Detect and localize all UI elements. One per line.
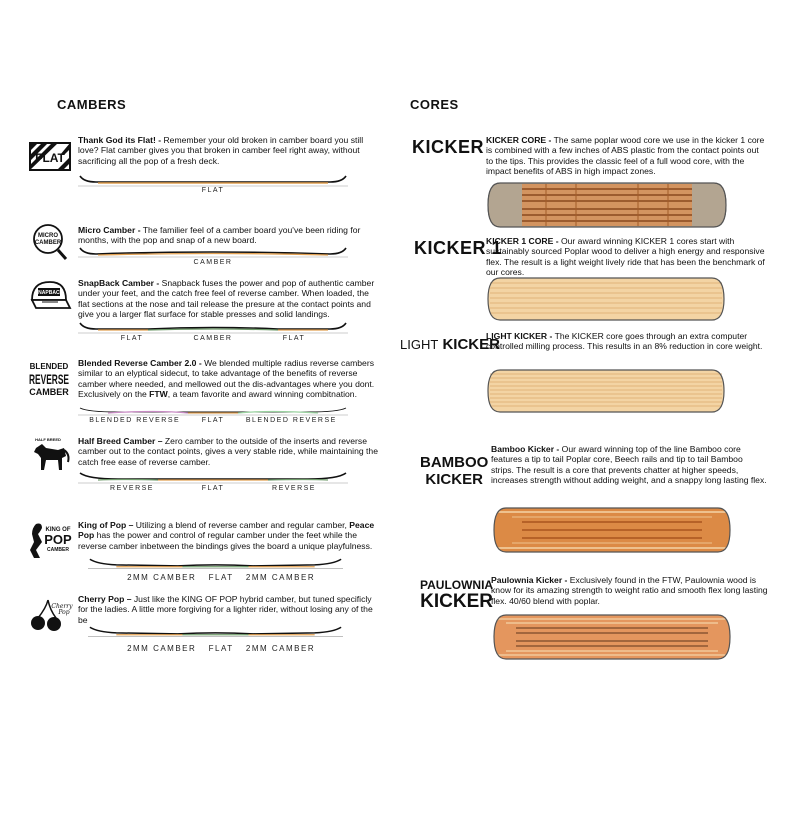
core-description: Paulownia Kicker - Exclusively found in the FTW, Paulownia wood is know for its amazing strength to weight ratio and smooth flex long lasting flex. 40/60 blend with poplar. xyxy=(491,575,768,606)
half-breed-horse-icon xyxy=(28,436,74,476)
camber-description: Thank God its Flat! - Remember your old broken in camber board you still love? Flat camber gives you that broken in camber feel right away, without sacrificing all the pop of a fresh deck. xyxy=(78,135,364,166)
camber-label: FLAT xyxy=(201,485,225,492)
svg-text:HALF BREED: HALF BREED xyxy=(35,437,61,442)
bamboo-kicker-core-board xyxy=(492,506,732,554)
cherry-pop-icon xyxy=(28,596,74,636)
light-kicker-core-board xyxy=(486,368,726,414)
camber-label: FLAT xyxy=(120,335,144,342)
svg-text:FLAT: FLAT xyxy=(35,151,65,165)
camber-label: 2MM CAMBER xyxy=(245,644,316,653)
svg-text:CAMBER: CAMBER xyxy=(34,240,62,246)
core-description: LIGHT KICKER - The KICKER core goes through an extra computer controlled milling process. This results in an 8% reduction in core weight. xyxy=(486,331,763,352)
kicker-core-board xyxy=(486,181,728,229)
camber-description: Cherry Pop – Just like the KING OF POP hybrid camber, but tuned specificly for the ladies. A little more forgiving for a lighter rider, without losing any of the be xyxy=(78,594,373,625)
camber-label: FLAT xyxy=(208,573,234,582)
core-name: LIGHT KICKER xyxy=(400,336,500,353)
king-of-pop-dancer-icon xyxy=(28,520,74,564)
camber-label: 2MM CAMBER xyxy=(127,644,197,653)
camber-micro xyxy=(28,222,380,272)
core-paulownia xyxy=(400,575,780,665)
camber-label: CAMBER xyxy=(193,335,233,342)
camber-label: FLAT xyxy=(201,187,225,194)
flat-camber-profile xyxy=(78,173,348,187)
micro-camber-stamp-icon xyxy=(28,222,74,262)
camber-label: CAMBER xyxy=(193,259,233,266)
paulownia-kicker-core-board xyxy=(492,613,732,661)
camber-label: FLAT xyxy=(208,644,234,653)
svg-text:Pop: Pop xyxy=(58,609,70,616)
svg-text:CAMBER: CAMBER xyxy=(47,547,69,553)
svg-text:MICRO: MICRO xyxy=(38,233,58,239)
core-description: Bamboo Kicker - Our award winning top of the line Bamboo core features a tip to tail Poplar core, Beech rails and tip to tail Bamboo strips. The result is a core that prevents chatter at higher speeds, increases strength without adding weight, and a snappy long lasting flex. xyxy=(491,444,767,486)
core-name: BAMBOO KICKER xyxy=(420,454,489,488)
blended-reverse-camber-profile xyxy=(78,402,348,416)
cores-heading: CORES xyxy=(410,97,459,112)
camber-blended xyxy=(28,358,380,428)
camber-label: REVERSE xyxy=(272,485,316,492)
camber-kingofpop xyxy=(28,520,380,586)
camber-description: Micro Camber - The familier feel of a camber board you've been riding for months, with the pop and snap of a new board. xyxy=(78,225,361,246)
svg-text:POP: POP xyxy=(44,532,72,547)
camber-description: Blended Reverse Camber 2.0 - We blended multiple radius reverse cambers similar to an elyptical sidecut, to take advantage of the benefits of reverse camber where needed, and mellowed out the dis-advantages where you dont. Exclusively on the FTW, a team favorite and award winning combitnation. xyxy=(78,358,375,400)
svg-text:CAMBER: CAMBER xyxy=(29,387,69,397)
camber-snapback xyxy=(28,278,380,346)
core-lightkicker xyxy=(400,331,780,431)
camber-description: Half Breed Camber – Zero camber to the outside of the inserts and reverse camber out to the contact points, gives a very stable ride, while maintaining the catch free ease of reverse camber. xyxy=(78,436,378,467)
camber-flat xyxy=(28,135,380,195)
camber-label: 2MM CAMBER xyxy=(127,573,197,582)
snapback-camber-profile xyxy=(78,320,348,334)
cherry-pop-camber-profile xyxy=(88,624,343,638)
kicker1-core-board xyxy=(486,276,726,322)
svg-text:Cherry: Cherry xyxy=(51,603,73,610)
camber-label: 2MM CAMBER xyxy=(245,573,316,582)
svg-text:REVERSE: REVERSE xyxy=(29,371,69,387)
camber-cherrypop xyxy=(28,594,380,660)
flat-stamp-icon xyxy=(28,137,74,177)
core-description: KICKER 1 CORE - Our award winning KICKER 1 cores start with sustainably sourced Poplar wood to deliver a high energy and responsive flex. The result is a light weight lively ride that has been the benchmark of our cores. xyxy=(486,236,765,278)
svg-text:BLENDED: BLENDED xyxy=(29,362,69,371)
camber-label: BLENDED REVERSE xyxy=(89,417,181,424)
cambers-heading: CAMBERS xyxy=(57,97,127,112)
half-breed-camber-profile xyxy=(78,470,348,484)
svg-text:KING OF: KING OF xyxy=(45,527,71,533)
core-kicker1 xyxy=(400,236,780,326)
camber-label: FLAT xyxy=(282,335,306,342)
king-of-pop-camber-profile xyxy=(88,556,343,570)
snapback-hat-icon xyxy=(28,278,74,318)
blended-reverse-camber-logo-icon xyxy=(28,360,74,404)
camber-label: REVERSE xyxy=(110,485,154,492)
micro-camber-profile xyxy=(78,244,348,258)
core-kicker xyxy=(400,135,780,230)
camber-halfbreed xyxy=(28,436,380,498)
camber-description: SnapBack Camber - Snapback fuses the power and pop of authentic camber under your feet, and the catch free feel of reverse camber. When loaded, the flat sections at the nose and tail release the presure at the contact points and give you a larger flat surface for stable presses and solid landings. xyxy=(78,278,375,320)
svg-text:SNAPBACK: SNAPBACK xyxy=(34,290,64,296)
core-name: KICKER 1 xyxy=(414,238,503,258)
camber-label: FLAT xyxy=(201,417,225,424)
camber-label: BLENDED REVERSE xyxy=(245,417,337,424)
core-name: PAULOWNIA KICKER xyxy=(420,578,494,612)
core-bamboo xyxy=(400,444,780,554)
camber-description: King of Pop – Utilizing a blend of reverse camber and regular camber, Peace Pop has the power and control of regular camber under the feet while the reverse camber inbetween the bindings gives the board a unique playfulness. xyxy=(78,520,375,551)
core-name: KICKER xyxy=(412,137,485,157)
core-description: KICKER CORE - The same poplar wood core we use in the kicker 1 core is combined with a few inches of ABS plastic from the contact points out to the tips. This provides the classic feel of a full wood core, with the impact benefits of ABS in high impact zones. xyxy=(486,135,765,177)
